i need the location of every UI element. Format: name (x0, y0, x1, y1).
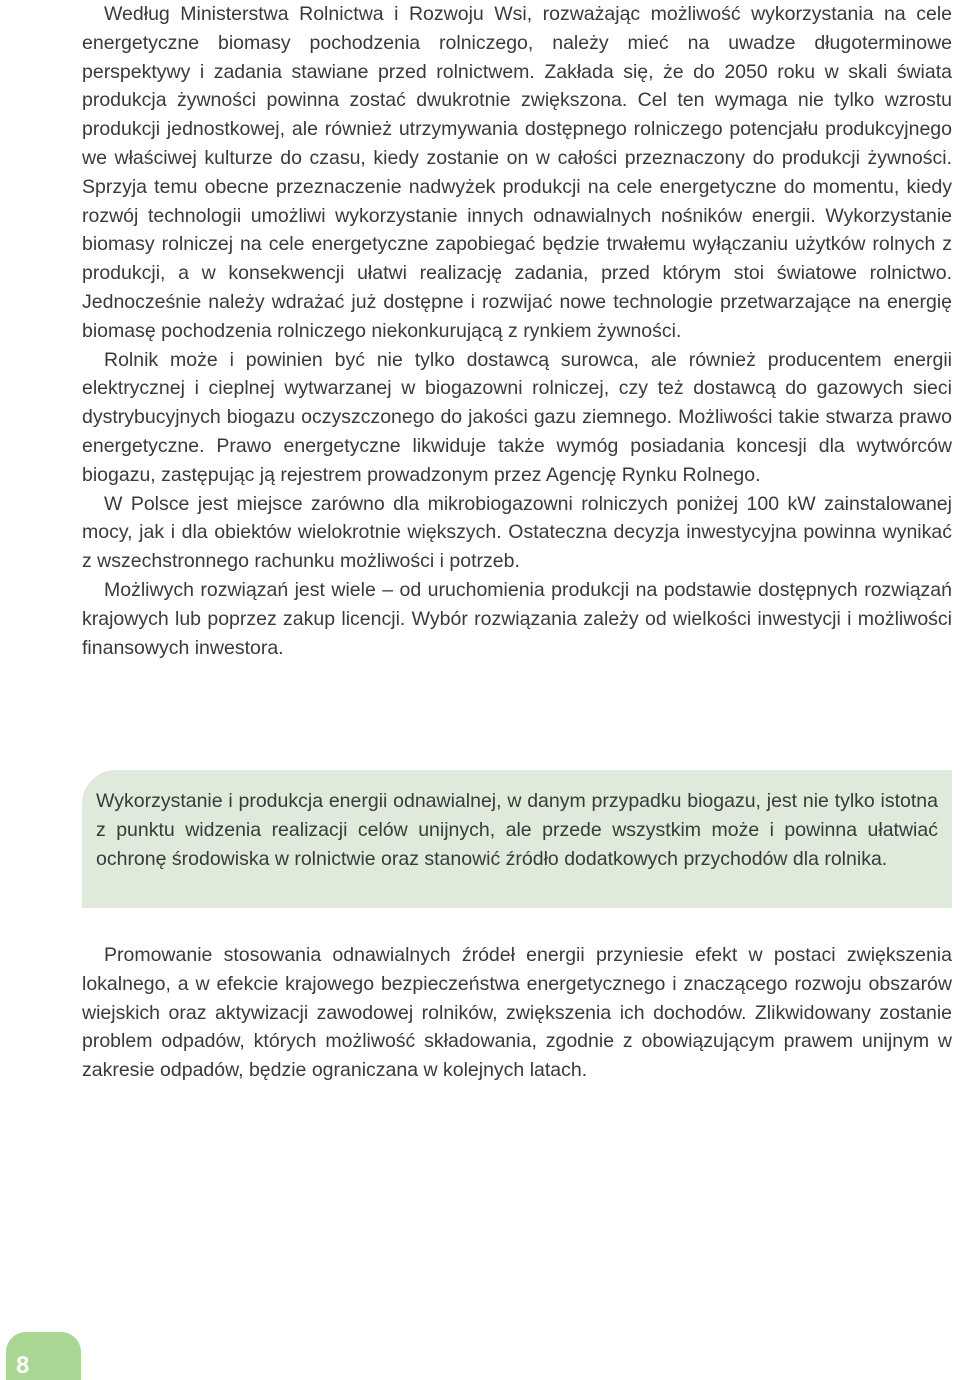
highlight-text: Wykorzystanie i produkcja energii odnawialnej, w danym przypadku biogazu, jest nie tylko istotna z punktu widzenia realizacji celów unijnych, ale przede wszystkim może i powinna ułatwiać ochronę środowiska w rolnictwie oraz stanowić źródło dodatkowych przychodów dla rolnika. (96, 790, 938, 870)
highlight-box (82, 770, 952, 908)
page-number: 8 (16, 1352, 30, 1379)
closing-paragraph: Promowanie stosowania odnawialnych źródeł energii przyniesie efekt w postaci zwiększenia lokalnego, a w efekcie krajowego bezpieczeństwa energetycznego i znaczącego rozwoju obszarów wiejskich oraz aktywizacji zawodowej rolników, zwiększenia ich dochodów. Zlikwidowany zostanie problem odpadów, których możliwość składowania, zgodnie z obowiązującym prawem unijnym w zakresie odpadów, będzie ograniczana w kolejnych latach. (82, 944, 952, 1082)
body-paragraph: Możliwych rozwiązań jest wiele – od uruchomienia produkcji na podstawie dostępnych rozwiązań krajowych lub poprzez zakup licencji. Wybór rozwiązania zależy od wielkości inwestycji i możliwości finansowych inwestora. (82, 578, 952, 659)
closing-text-column (82, 941, 952, 1085)
body-paragraph: Według Ministerstwa Rolnictwa i Rozwoju Wsi, rozważając możliwość wykorzystania na cele energetyczne biomasy pochodzenia rolniczego, należy mieć na uwadze długoterminowe perspektywy i zadania stawiane przed rolnictwem. Zakłada się, że do 2050 roku w skali świata produkcja żywności powinna zostać dwukrotnie zwiększona. Cel ten wymaga nie tylko wzrostu produkcji jednostkowej, ale również utrzymywania dostępnego rolniczego potencjału produkcyjnego we właściwej kulturze do czasu, kiedy zostanie on w całości przeznaczony do produkcji żywności. Sprzyja temu obecne przeznaczenie nadwyżek produkcji na cele energetyczne do momentu, kiedy rozwój technologii umożliwi wykorzystanie innych odnawialnych nośników energii. Wykorzystanie biomasy rolniczej na cele energetyczne zapobiegać będzie trwałemu wyłączaniu użytków rolnych z produkcji, a w konsekwencji ułatwi realizację zadania, przed którym stoi światowe rolnictwo. Jednocześnie należy wdrażać już dostępne i rozwijać nowe technologie przetwarzające na energię biomasę pochodzenia rolniczego niekonkurującą z rynkiem żywności. (82, 3, 952, 342)
body-paragraph: Rolnik może i powinien być nie tylko dostawcą surowca, ale również producentem energii elektrycznej i cieplnej wytwarzanej w biogazowni rolniczej, czy też dostawcą do gazowych sieci dystrybucyjnych biogazu oczyszczonego do jakości gazu ziemnego. Możliwości takie stwarza prawo energetyczne. Prawo energetyczne likwiduje także wymóg posiadania koncesji dla wytwórców biogazu, zastępując ją rejestrem prowadzonym przez Agencję Rynku Rolnego. (82, 348, 952, 486)
main-text-column (82, 0, 952, 662)
page-number-tab (6, 1332, 81, 1380)
body-paragraph: W Polsce jest miejsce zarówno dla mikrobiogazowni rolniczych poniżej 100 kW zainstalowanej mocy, jak i dla obiektów wielokrotnie większych. Ostateczna decyzja inwestycyjna powinna wynikać z wszechstronnego rachunku możliwości i potrzeb. (82, 492, 952, 573)
